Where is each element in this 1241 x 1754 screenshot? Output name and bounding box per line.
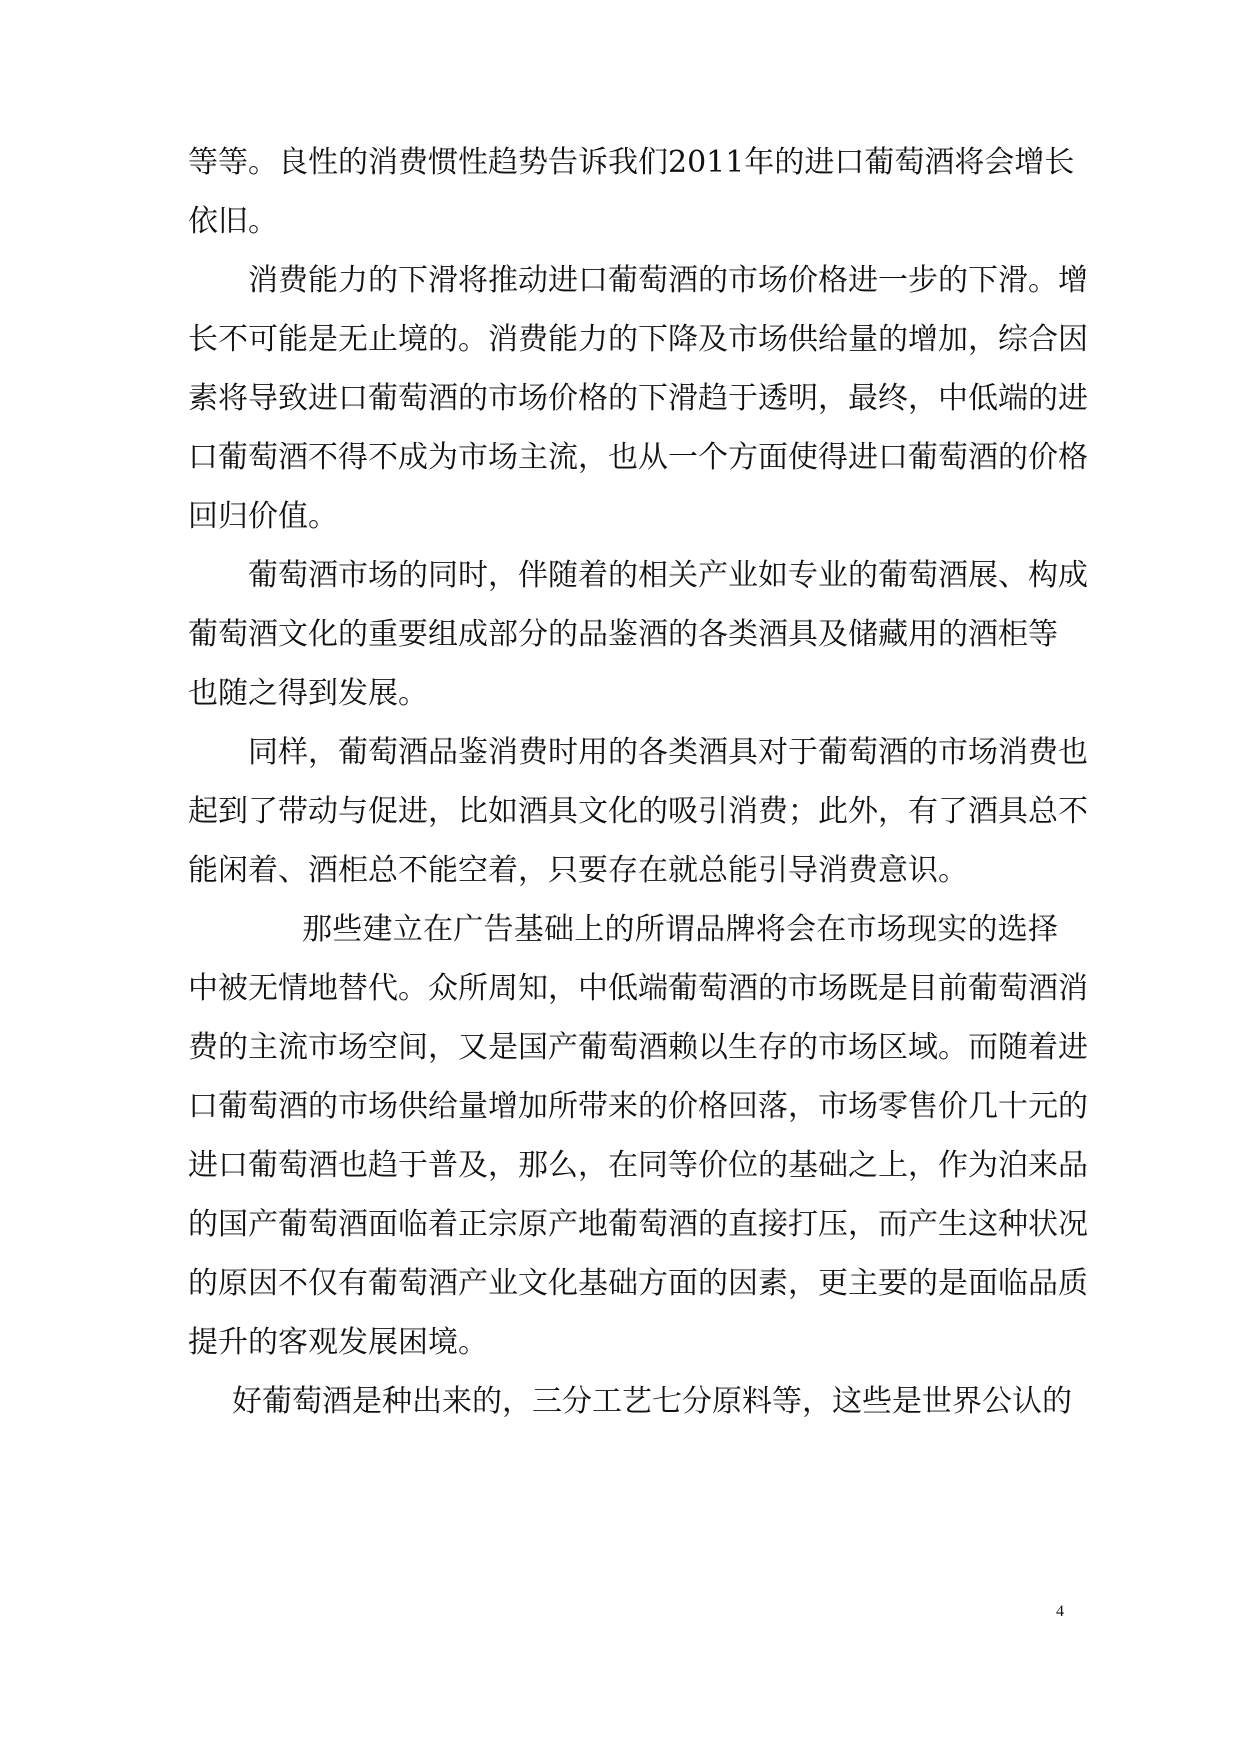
- text-line: 葡萄酒市场的同时，伴随着的相关产业如专业的葡萄酒展、构成: [248, 558, 1088, 593]
- text-line: 好葡萄酒是种出来的，三分工艺七分原料等，这些是世界公认的: [232, 1384, 1072, 1419]
- page-number: 4: [1056, 1603, 1064, 1620]
- text-line: 能闲着、酒柜总不能空着，只要存在就总能引导消费意识。: [188, 853, 968, 888]
- text-line: 口葡萄酒不得不成为市场主流，也从一个方面使得进口葡萄酒的价格: [188, 440, 1088, 475]
- text-line: 口葡萄酒的市场供给量增加所带来的价格回落，市场零售价几十元的: [188, 1089, 1088, 1124]
- text-line: 的国产葡萄酒面临着正宗原产地葡萄酒的直接打压，而产生这种状况: [188, 1207, 1088, 1242]
- text-line: 起到了带动与促进，比如酒具文化的吸引消费；此外，有了酒具总不: [188, 794, 1088, 829]
- text-line: 消费能力的下滑将推动进口葡萄酒的市场价格进一步的下滑。增: [248, 263, 1088, 298]
- text-line: 长不可能是无止境的。消费能力的下降及市场供给量的增加，综合因: [188, 322, 1088, 357]
- text-line: 等等。良性的消费惯性趋势告诉我们2011年的进口葡萄酒将会增长: [188, 145, 1075, 180]
- text-line: 同样，葡萄酒品鉴消费时用的各类酒具对于葡萄酒的市场消费也: [248, 735, 1088, 770]
- text-line: 的原因不仅有葡萄酒产业文化基础方面的因素，更主要的是面临品质: [188, 1266, 1088, 1301]
- text-line: 也随之得到发展。: [188, 676, 428, 711]
- text-line: 素将导致进口葡萄酒的市场价格的下滑趋于透明，最终，中低端的进: [188, 381, 1088, 416]
- text-line: 葡萄酒文化的重要组成部分的品鉴酒的各类酒具及储藏用的酒柜等: [188, 617, 1058, 652]
- text-line: 费的主流市场空间，又是国产葡萄酒赖以生存的市场区域。而随着进: [188, 1030, 1088, 1065]
- text-line: 提升的客观发展困境。: [188, 1325, 488, 1360]
- text-line: 进口葡萄酒也趋于普及，那么，在同等价位的基础之上，作为泊来品: [188, 1148, 1088, 1183]
- text-line: 那些建立在广告基础上的所谓品牌将会在市场现实的选择: [302, 912, 1058, 947]
- text-line: 回归价值。: [188, 499, 338, 534]
- text-line: 依旧。: [188, 204, 278, 239]
- text-line: 中被无情地替代。众所周知，中低端葡萄酒的市场既是目前葡萄酒消: [188, 971, 1088, 1006]
